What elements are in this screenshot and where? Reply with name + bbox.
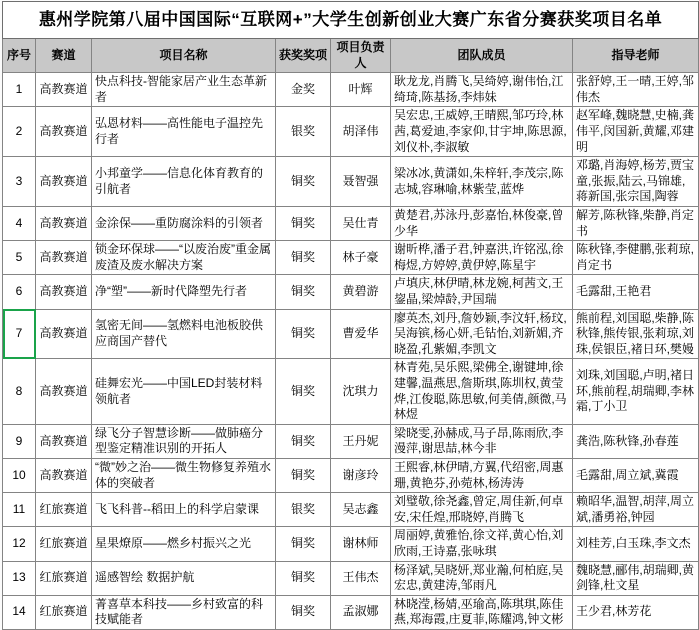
cell-mentors[interactable]: 龚浩,陈秋锋,孙春莲 (573, 424, 699, 458)
table-row (3, 73, 699, 107)
cell-team[interactable]: 王熙睿,林伊晴,方翼,代绍密,周惠珊,黄艳芬,孙菀林,杨涛涛 (391, 458, 573, 492)
table-row (3, 458, 699, 492)
cell-award[interactable]: 铜奖 (276, 309, 331, 359)
cell-track[interactable]: 高教赛道 (36, 458, 92, 492)
cell-mentors[interactable]: 魏晓慧,郦伟,胡瑞卿,黄剑锋,杜文星 (573, 561, 699, 595)
cell-award[interactable]: 金奖 (276, 73, 331, 107)
cell-award[interactable]: 铜奖 (276, 424, 331, 458)
cell-award[interactable]: 铜奖 (276, 359, 331, 424)
cell-team[interactable]: 周丽婷,黄雅怡,徐文祥,黄心怡,刘欣雨,王诗嘉,张咏琪 (391, 527, 573, 561)
column-header-project[interactable]: 项目名称 (92, 39, 276, 73)
cell-project[interactable]: 绿飞分子智慧诊断——做肺癌分型鉴定精准识别的开拓人 (92, 424, 276, 458)
cell-award[interactable]: 铜奖 (276, 527, 331, 561)
table-row (3, 493, 699, 527)
cell-track[interactable]: 高教赛道 (36, 424, 92, 458)
table-row (3, 561, 699, 595)
cell-no[interactable]: 5 (3, 241, 36, 275)
cell-leader[interactable]: 胡泽伟 (331, 107, 391, 157)
cell-mentors[interactable]: 刘桂芳,白玉珠,李文杰 (573, 527, 699, 561)
cell-no[interactable]: 8 (3, 359, 36, 424)
cell-team[interactable]: 吴宏忠,王威婷,王晴熙,邹巧玲,林茜,葛爱迪,李家仰,甘宇坤,陈思源,刘仪朴,李淑敏 (391, 107, 573, 157)
cell-project[interactable]: 弘恩材料——高性能电子温控先行者 (92, 107, 276, 157)
cell-track[interactable]: 红旅赛道 (36, 561, 92, 595)
cell-leader[interactable]: 聂智强 (331, 157, 391, 207)
cell-project[interactable]: 飞飞科普--稻田上的科学启蒙课 (92, 493, 276, 527)
cell-award[interactable]: 铜奖 (276, 561, 331, 595)
table-row (3, 157, 699, 207)
awards-table (2, 1, 699, 630)
table-row (3, 107, 699, 157)
cell-project[interactable]: 小邦童学——信息化体育教育的引航者 (92, 157, 276, 207)
cell-team[interactable]: 林青苑,吴乐熙,梁佛全,谢键坤,徐建馨,温燕思,詹斯琪,陈圳权,黄莹烨,江俊聪,陈思敏,何美倩,颜微,马林煜 (391, 359, 573, 424)
cell-leader[interactable]: 曹爱华 (331, 309, 391, 359)
cell-project[interactable]: 菁喜草本科技——乡村致富的科技赋能者 (92, 595, 276, 629)
cell-team[interactable]: 林晓滢,杨婧,巫瑜高,陈琪琪,陈佳燕,郑海霞,庄夏菲,陈耀鸿,钟文彬 (391, 595, 573, 629)
cell-award[interactable]: 铜奖 (276, 595, 331, 629)
cell-track[interactable]: 高教赛道 (36, 207, 92, 241)
cell-track[interactable]: 高教赛道 (36, 73, 92, 107)
cell-mentors[interactable]: 赖昭华,温智,胡萍,周立斌,潘勇裕,钟园 (573, 493, 699, 527)
cell-no[interactable]: 12 (3, 527, 36, 561)
cell-award[interactable]: 铜奖 (276, 207, 331, 241)
column-header-team[interactable]: 团队成员 (391, 39, 573, 73)
cell-leader[interactable]: 黄碧游 (331, 275, 391, 309)
cell-project[interactable]: 金涂保——重防腐涂料的引领者 (92, 207, 276, 241)
cell-award[interactable]: 银奖 (276, 493, 331, 527)
cell-track[interactable]: 红旅赛道 (36, 595, 92, 629)
cell-track[interactable]: 高教赛道 (36, 275, 92, 309)
cell-mentors[interactable]: 张舒婷,王一晴,王婷,邹伟杰 (573, 73, 699, 107)
cell-leader[interactable]: 林子豪 (331, 241, 391, 275)
cell-leader[interactable]: 吴志鑫 (331, 493, 391, 527)
cell-no[interactable]: 13 (3, 561, 36, 595)
cell-leader[interactable]: 谢林师 (331, 527, 391, 561)
cell-award[interactable]: 铜奖 (276, 458, 331, 492)
cell-leader[interactable]: 王丹妮 (331, 424, 391, 458)
cell-project[interactable]: 快点科技-智能家居产业生态革新者 (92, 73, 276, 107)
cell-no[interactable]: 6 (3, 275, 36, 309)
column-header-no[interactable]: 序号 (3, 39, 36, 73)
cell-team[interactable]: 梁晓雯,孙赫成,马子昂,陈雨欣,李漫萍,谢思喆,林今非 (391, 424, 573, 458)
cell-mentors[interactable]: 王少君,林芳花 (573, 595, 699, 629)
cell-team[interactable]: 谢昕桦,潘子君,钟嘉洪,许铭泓,徐梅煜,方婷婷,黄伊婷,陈星宇 (391, 241, 573, 275)
table-row (3, 424, 699, 458)
cell-project[interactable]: 氢密无间——氢燃料电池板胶供应商国产替代 (92, 309, 276, 359)
title-row (3, 2, 699, 39)
cell-award[interactable]: 铜奖 (276, 275, 331, 309)
table-row (3, 275, 699, 309)
column-header-leader[interactable]: 项目负责人 (331, 39, 391, 73)
cell-track[interactable]: 高教赛道 (36, 241, 92, 275)
cell-mentors[interactable]: 刘珠,刘国聪,卢明,褚日环,熊前程,胡瑞卿,李林霜,丁小卫 (573, 359, 699, 424)
cell-project[interactable]: 遥感智绘 数据护航 (92, 561, 276, 595)
cell-no[interactable]: 2 (3, 107, 36, 157)
cell-track[interactable]: 红旅赛道 (36, 493, 92, 527)
cell-mentors[interactable]: 赵军峰,魏晓慧,史楠,龚伟平,闵国新,黄耀,邓建明 (573, 107, 699, 157)
cell-track[interactable]: 红旅赛道 (36, 527, 92, 561)
cell-team[interactable]: 梁冰冰,黄潇如,朱梓轩,李茂宗,陈志城,容琳喻,林紫莹,蓝烨 (391, 157, 573, 207)
cell-leader[interactable]: 谢彦玲 (331, 458, 391, 492)
cell-mentors[interactable]: 熊前程,刘国聪,柴静,陈秋锋,熊传银,张莉琼,刘珠,侯银臣,褚日环,樊嫚 (573, 309, 699, 359)
table-row (3, 207, 699, 241)
cell-track[interactable]: 高教赛道 (36, 107, 92, 157)
table-header-row (3, 39, 699, 73)
table-row (3, 527, 699, 561)
column-header-track[interactable]: 赛道 (36, 39, 92, 73)
page-title: 惠州学院第八届中国国际“互联网+”大学生创新创业大赛广东省分赛获奖项目名单 (3, 2, 699, 39)
cell-award[interactable]: 铜奖 (276, 157, 331, 207)
cell-no[interactable]: 9 (3, 424, 36, 458)
column-header-mentors[interactable]: 指导老师 (573, 39, 699, 73)
cell-mentors[interactable]: 毛露甜,周立斌,冀霞 (573, 458, 699, 492)
cell-team[interactable]: 卢填庆,林伊晴,林龙婉,柯茜文,王鋆晶,梁焯龄,尹国瑞 (391, 275, 573, 309)
cell-team[interactable]: 杨泽斌,吴晓妍,郑业瀚,何柏庭,吴宏忠,黄建涛,邹雨凡 (391, 561, 573, 595)
cell-leader[interactable]: 沈琪力 (331, 359, 391, 424)
cell-mentors[interactable]: 解芳,陈秋锋,柴静,肖定书 (573, 207, 699, 241)
cell-project[interactable]: 净“塑”——新时代降塑先行者 (92, 275, 276, 309)
cell-team[interactable]: 刘璧敬,徐尧鑫,曾定,周佳新,何卓安,宋任煌,邢晓婷,肖腾飞 (391, 493, 573, 527)
cell-track[interactable]: 高教赛道 (36, 359, 92, 424)
cell-mentors[interactable]: 邓璐,肖海婷,杨芳,贾宝童,张振,陆云,马锦雄,蒋新国,张宗国,陶蓉 (573, 157, 699, 207)
cell-team[interactable]: 黄楚君,苏泳丹,彭嘉怡,林俊豪,曾少华 (391, 207, 573, 241)
cell-track[interactable]: 高教赛道 (36, 157, 92, 207)
cell-no[interactable]: 3 (3, 157, 36, 207)
cell-leader[interactable]: 孟淑娜 (331, 595, 391, 629)
table-row (3, 309, 699, 359)
cell-project[interactable]: 锁金环保球——“以废治废”重金属废渣及废水解决方案 (92, 241, 276, 275)
cell-team[interactable]: 廖英杰,刘丹,詹妙颖,李汶轩,杨玟,吴海镔,杨心妍,毛钻怡,刘新媚,齐晓盈,孔紫媚,李凯文 (391, 309, 573, 359)
cell-no[interactable]: 7 (3, 309, 36, 359)
cell-mentors[interactable]: 陈秋锋,李健鹏,张莉琼,肖定书 (573, 241, 699, 275)
cell-no[interactable]: 10 (3, 458, 36, 492)
column-header-award[interactable]: 获奖奖项 (276, 39, 331, 73)
cell-award[interactable]: 铜奖 (276, 241, 331, 275)
cell-leader[interactable]: 王伟杰 (331, 561, 391, 595)
cell-team[interactable]: 耿龙龙,肖腾飞,吴绮婷,谢伟怡,江绮琦,陈基扬,李炜妹 (391, 73, 573, 107)
cell-mentors[interactable]: 毛露甜,王艳君 (573, 275, 699, 309)
cell-track[interactable]: 高教赛道 (36, 309, 92, 359)
table-row (3, 359, 699, 424)
cell-no[interactable]: 1 (3, 73, 36, 107)
cell-no[interactable]: 11 (3, 493, 36, 527)
cell-no[interactable]: 4 (3, 207, 36, 241)
cell-no[interactable]: 14 (3, 595, 36, 629)
table-row (3, 595, 699, 629)
cell-project[interactable]: 星果燎原——燃乡村振兴之光 (92, 527, 276, 561)
cell-leader[interactable]: 吴仕青 (331, 207, 391, 241)
cell-award[interactable]: 银奖 (276, 107, 331, 157)
cell-leader[interactable]: 叶辉 (331, 73, 391, 107)
cell-project[interactable]: 硅舞宏光——中国LED封装材料领航者 (92, 359, 276, 424)
table-row (3, 241, 699, 275)
cell-project[interactable]: “微”妙之治——微生物修复养殖水体的突破者 (92, 458, 276, 492)
